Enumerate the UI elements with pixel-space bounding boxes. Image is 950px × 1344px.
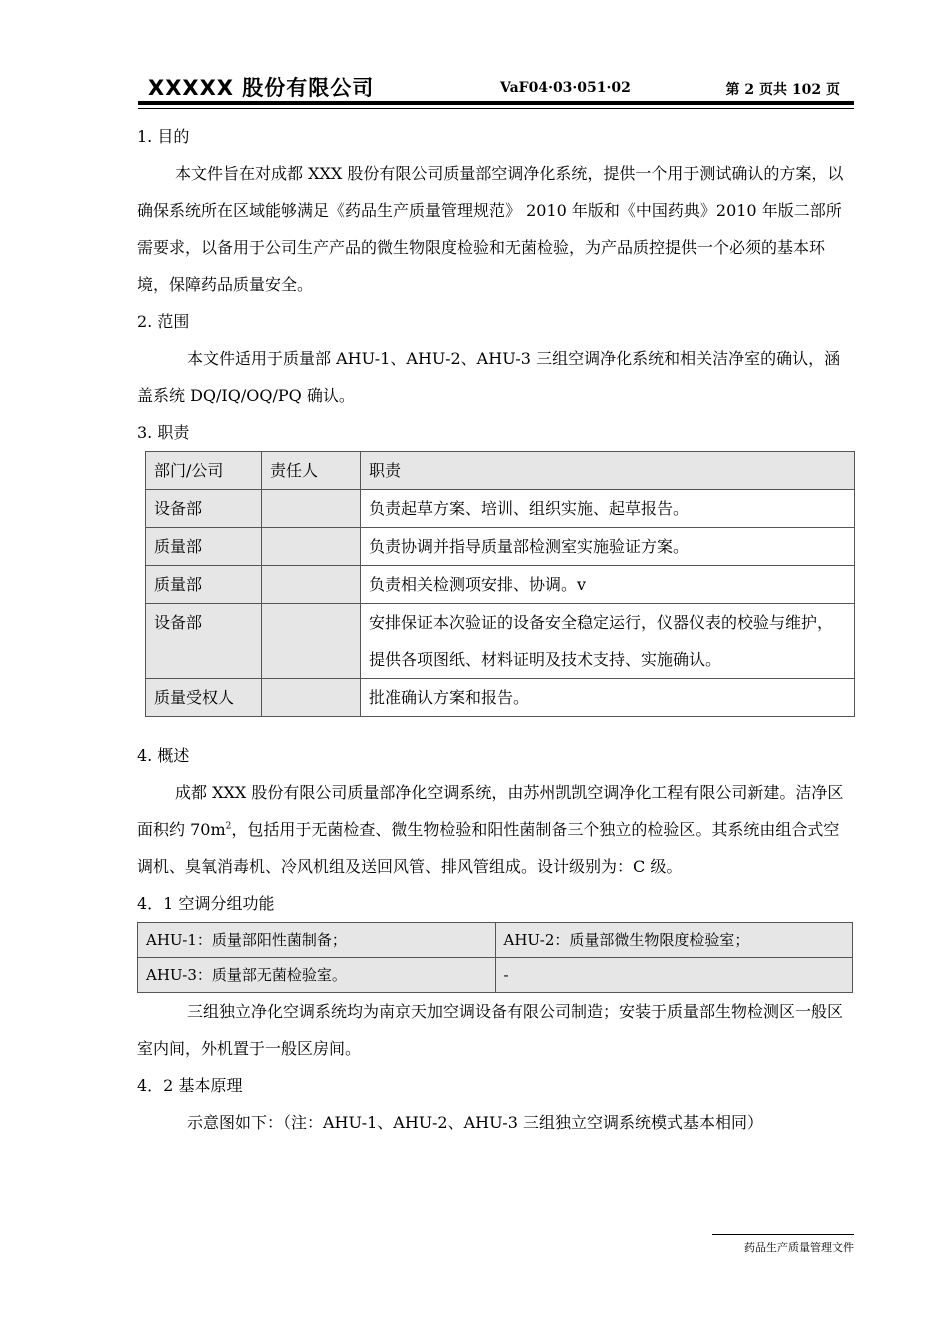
- superscript-2: 2: [225, 821, 232, 832]
- company-name: XXXXX 股份有限公司: [148, 76, 375, 100]
- page-info: 第 2 页共 102 页: [725, 82, 840, 98]
- table-header-cell: 职责: [361, 452, 855, 490]
- table-row: [138, 958, 853, 993]
- duty-cell: 负责起草方案、培训、组织实施、起草报告。: [361, 490, 855, 528]
- table-row: [138, 923, 853, 958]
- header-rule-thin: [138, 108, 854, 109]
- spacer: [137, 717, 853, 737]
- table-header-cell: 责任人: [262, 452, 361, 490]
- person-cell: [262, 490, 361, 528]
- section-4-title: 4. 概述: [137, 746, 190, 765]
- section-2-body: 本文件适用于质量部 AHU-1、AHU-2、AHU-3 三组空调净化系统和相关洁净室的确认，涵盖系统 DQ/IQ/OQ/PQ 确认。: [137, 349, 841, 405]
- document-number: VaF04·03·051·02: [500, 80, 631, 96]
- table-row: [146, 528, 855, 566]
- person-cell: [262, 528, 361, 566]
- ahu-cell: -: [495, 958, 853, 993]
- section-4-1-title: 4．1 空调分组功能: [137, 894, 275, 913]
- dept-cell: 质量部: [146, 566, 262, 604]
- table-header-cell: 部门/公司: [146, 452, 262, 490]
- section-1-title: 1. 目的: [137, 127, 190, 146]
- responsibility-table: [145, 451, 855, 717]
- document-body: [137, 118, 853, 1141]
- ahu-cell: AHU-1：质量部阳性菌制备；: [138, 923, 496, 958]
- person-cell: [262, 566, 361, 604]
- ahu-cell: AHU-2：质量部微生物限度检验室；: [495, 923, 853, 958]
- section-4-body: [137, 774, 853, 885]
- duty-cell: 批准确认方案和报告。: [361, 679, 855, 717]
- page-footer: 药品生产质量管理文件: [712, 1234, 854, 1255]
- person-cell: [262, 604, 361, 679]
- dept-cell: 设备部: [146, 604, 262, 679]
- dept-cell: 质量部: [146, 528, 262, 566]
- section-4-1-body: 三组独立净化空调系统均为南京天加空调设备有限公司制造；安装于质量部生物检测区一般区室内间，外机置于一般区房间。: [137, 1002, 844, 1058]
- section-4-2-body: 示意图如下：（注：AHU-1、AHU-2、AHU-3 三组独立空调系统模式基本相同）: [187, 1113, 763, 1132]
- ahu-cell: AHU-3：质量部无菌检验室。: [138, 958, 496, 993]
- table-row: [146, 679, 855, 717]
- dept-cell: 设备部: [146, 490, 262, 528]
- section-2-title: 2. 范围: [137, 312, 190, 331]
- page-header: [138, 70, 854, 106]
- ahu-table: [137, 922, 853, 993]
- table-row: [146, 604, 855, 679]
- duty-cell: 负责相关检测项安排、协调。v: [361, 566, 855, 604]
- table-header-row: [146, 452, 855, 490]
- section-4-2-title: 4．2 基本原理: [137, 1076, 243, 1095]
- table-row: [146, 490, 855, 528]
- section-1-body: 本文件旨在对成都 XXX 股份有限公司质量部空调净化系统，提供一个用于测试确认的方案，以确保系统所在区域能够满足《药品生产质量管理规范》 2010 年版和《中国药典》2010 年版二部所需要求，以备用于公司生产产品的微生物限度检验和无菌检验，为产品质控提供一个必须的基本环境，保障药品质量安全。: [137, 164, 844, 294]
- section-4-body-a: 成都 XXX 股份有限公司质量部净化空调系统，由苏州凯凯空调净化工程有限公司新建。洁净区面积约 70m: [137, 783, 844, 839]
- dept-cell: 质量受权人: [146, 679, 262, 717]
- table-row: [146, 566, 855, 604]
- person-cell: [262, 679, 361, 717]
- duty-cell: 安排保证本次验证的设备安全稳定运行，仪器仪表的校验与维护，提供各项图纸、材料证明及技术支持、实施确认。: [361, 604, 855, 679]
- duty-cell: 负责协调并指导质量部检测室实施验证方案。: [361, 528, 855, 566]
- section-3-title: 3. 职责: [137, 423, 190, 442]
- header-rule-thick: [138, 101, 854, 105]
- section-4-body-b: ，包括用于无菌检查、微生物检验和阳性菌制备三个独立的检验区。其系统由组合式空调机、臭氧消毒机、冷风机组及送回风管、排风管组成。设计级别为：C 级。: [137, 820, 840, 876]
